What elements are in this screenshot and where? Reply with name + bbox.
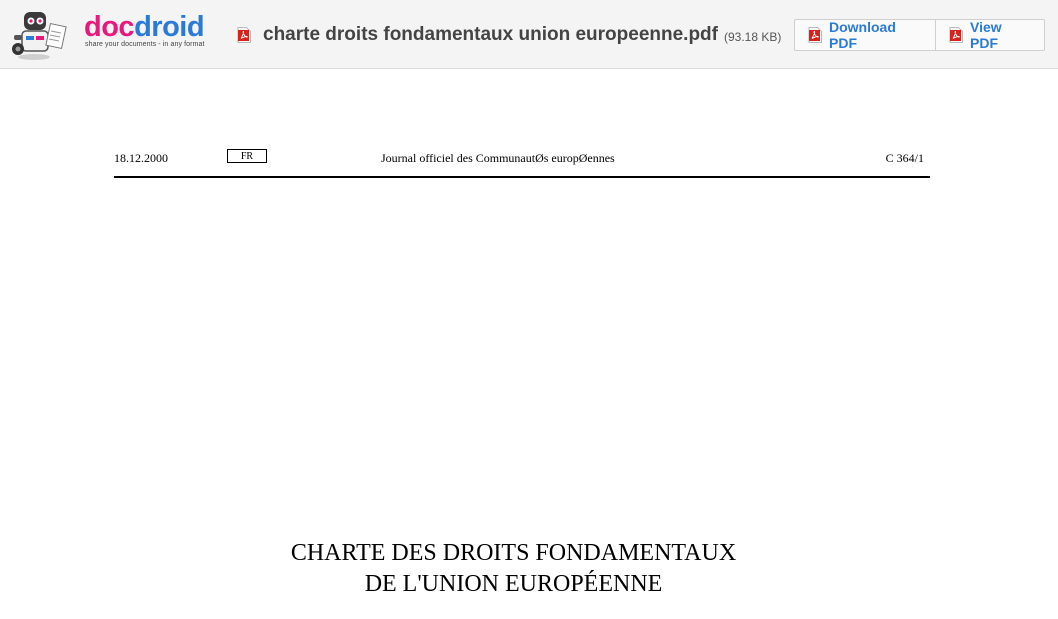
view-pdf-label: View PDF (970, 19, 1002, 51)
download-pdf-button[interactable] (795, 20, 935, 50)
language-box: FR (227, 149, 267, 163)
logo-tagline: share your documents - in any format (85, 41, 205, 48)
docdroid-logo[interactable] (8, 7, 218, 61)
pdf-document-page[interactable] (0, 69, 1058, 619)
document-date: 18.12.2000 (114, 151, 168, 165)
view-pdf-button[interactable] (935, 20, 1044, 50)
document-reference: C 364/1 (885, 151, 924, 165)
file-name: charte droits fondamentaux union europeenne.pdf (263, 24, 718, 45)
file-title (237, 22, 781, 48)
logo-word-doc: doc (84, 11, 135, 43)
robot-mascot-icon (10, 9, 72, 61)
document-title-line-1: CHARTE DES DROITS FONDAMENTAUX (290, 540, 737, 566)
file-size: (93.18 KB) (723, 30, 782, 44)
download-pdf-label: Download PDF (829, 19, 896, 51)
journal-name: Journal officiel des CommunautØs europØennes (381, 151, 615, 165)
logo-wordmark (84, 11, 204, 43)
document-header (114, 150, 930, 178)
document-title-line-2: DE L'UNION EUROPÉENNE (364, 571, 663, 597)
pdf-file-icon (949, 27, 963, 43)
pdf-file-icon (808, 27, 822, 43)
top-bar (0, 0, 1058, 69)
document-title (0, 538, 1027, 600)
action-button-group (794, 19, 1045, 51)
pdf-file-icon (237, 27, 251, 43)
logo-word-droid: droid (134, 11, 205, 43)
